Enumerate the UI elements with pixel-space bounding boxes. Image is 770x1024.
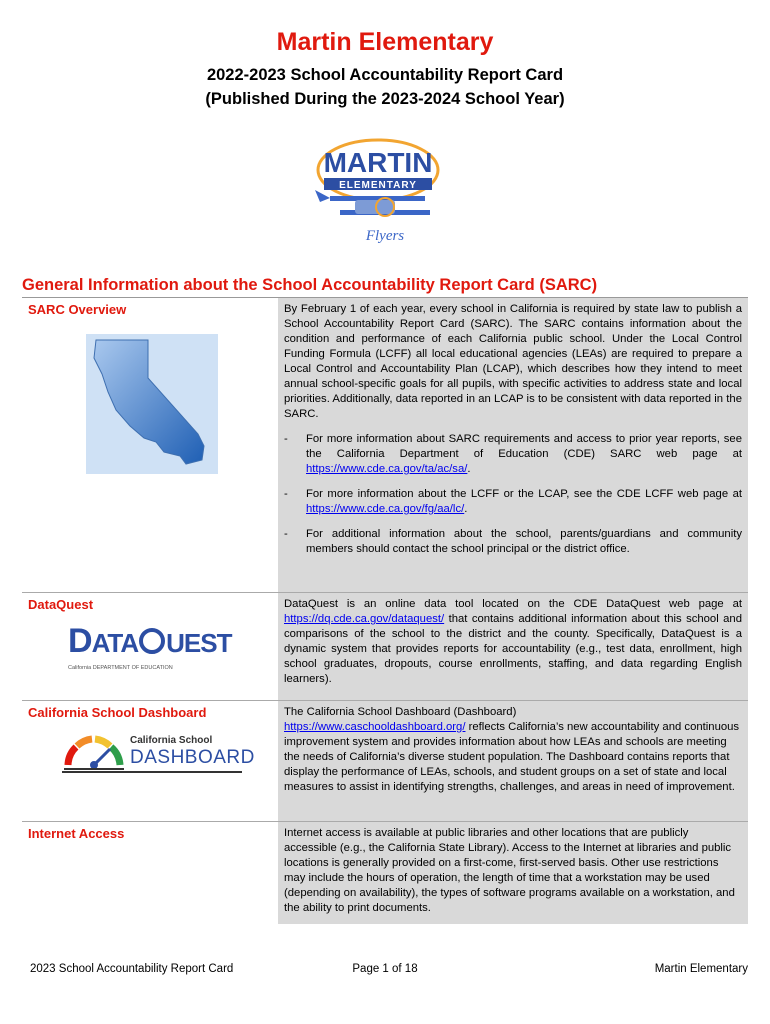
bullet-text: For additional information about the school, parents/guardians and community members should contact the school principal or the district office. (306, 528, 742, 555)
row-label-cell (22, 701, 278, 821)
row-content-sarc-overview (278, 298, 748, 592)
dashboard-logo (62, 731, 255, 777)
dataquest-text: DataQuest is an online data tool located on the CDE DataQuest web page at (284, 598, 742, 610)
published-note: (Published During the 2023-2024 School Year) (205, 90, 565, 108)
list-item (284, 487, 742, 517)
dataquest-logo-uest: UEST (166, 628, 232, 658)
footer-left: 2023 School Accountability Report Card (30, 963, 234, 975)
california-map-image (86, 334, 218, 474)
row-content-internet-access (278, 822, 748, 924)
dataquest-q-icon (139, 628, 165, 654)
row-label-cell (22, 298, 278, 592)
row-label-cell (22, 593, 278, 700)
bullet-text-end: . (464, 503, 468, 515)
dashboard-logo-underline (62, 771, 242, 773)
sarc-info-table (22, 297, 748, 924)
table-row-dashboard (22, 701, 748, 822)
dataquest-logo-ata: ATA (91, 628, 139, 658)
row-label-internet-access: Internet Access (28, 826, 125, 841)
internet-access-paragraph: Internet access is available at public libraries and other locations that are publicly accessible (e.g., the California State Library). Access to the Internet at libraries and public locations is generally provided on a first-come, first-served basis. Other use restrictions may include the hours of operation, the length of time that a workstation may be used (depending on availability), the types of software programs available on a workstation, and the ability to print documents. (284, 827, 735, 914)
sarc-overview-paragraph: By February 1 of each year, every school in California is required by state law to publish a School Accountability Report Card (SARC). The SARC contains information about the condition and performance of each California public school. Under the Local Control Funding Formula (LCFF) all local educational agencies (LEAs) are required to prepare a Local Control and Accountability Plan (LCAP), which describes how they intend to meet annual school-specific goals for all pupils, with specific activities to address state and local priorities. Additionally, data reported in an LCAP is to be consistent with data reported in the SARC. (284, 303, 742, 420)
dataquest-logo (68, 623, 238, 675)
dashboard-logo-small-text: California School (130, 735, 213, 746)
dashboard-link[interactable]: https://www.caschooldashboard.org/ (284, 721, 466, 733)
logo-martin-text: MARTIN (323, 147, 433, 178)
bullet-dash: - (284, 528, 288, 540)
dashboard-text: reflects California’s new accountability and continuous improvement system and provides information about how LEAs and schools are meeting the needs of California’s diverse student population. The Dashboard contains reports that display the performance of LEAs, schools, and student groups on a set of state and local measures to assist in identifying strengths, challenges, and areas in need of improvement. (284, 721, 740, 793)
table-row-sarc-overview (22, 298, 748, 593)
sarc-web-page-link[interactable]: https://www.cde.ca.gov/ta/ac/sa/ (306, 463, 468, 475)
list-item (284, 527, 742, 557)
footer-right: Martin Elementary (654, 963, 748, 975)
row-label-sarc-overview: SARC Overview (28, 302, 127, 317)
table-row-internet-access (22, 822, 748, 924)
lcff-web-page-link[interactable]: https://www.cde.ca.gov/fg/aa/lc/ (306, 503, 465, 515)
dataquest-text-end: that contains additional information about this school and comparisons of the school to the district and the county. Specifically, DataQuest is a dynamic system that provides reports for accountability (e.g., test data, enrollment, high school graduates, dropouts, course enrollments, staffing, and data regarding English learners). (284, 613, 742, 685)
bullet-text: For more information about SARC requirements and access to prior year reports, see the California Department of Education (CDE) SARC web page at (306, 433, 742, 460)
dataquest-logo-caption: California DEPARTMENT OF EDUCATION (68, 665, 173, 671)
dashboard-logo-big-text: DASHBOARD (130, 747, 255, 768)
bullet-dash: - (284, 488, 288, 500)
row-label-cell (22, 822, 278, 924)
martin-elementary-logo (310, 132, 445, 252)
bullet-dash: - (284, 433, 288, 445)
row-content-dashboard (278, 701, 748, 821)
section-heading: General Information about the School Accountability Report Card (SARC) (22, 276, 598, 294)
row-label-dashboard: California School Dashboard (28, 705, 207, 720)
bullet-text-end: . (467, 463, 471, 475)
logo-elementary-text: ELEMENTARY (339, 180, 417, 191)
row-content-dataquest (278, 593, 748, 700)
bullet-text: For more information about the LCFF or the LCAP, see the CDE LCFF web page at (306, 488, 742, 500)
page-number: Page 1 of 18 (352, 963, 418, 975)
logo-flyers-text: Flyers (365, 228, 405, 244)
gauge-icon (62, 731, 126, 771)
row-label-dataquest: DataQuest (28, 597, 94, 612)
school-name-title: Martin Elementary (276, 28, 494, 56)
dashboard-intro: The California School Dashboard (Dashboard) (284, 706, 517, 718)
report-title: 2022-2023 School Accountability Report Card (206, 66, 564, 84)
table-row-dataquest (22, 593, 748, 701)
dataquest-logo-d: D (68, 622, 92, 660)
list-item (284, 432, 742, 477)
dataquest-link[interactable]: https://dq.cde.ca.gov/dataquest/ (284, 613, 445, 625)
